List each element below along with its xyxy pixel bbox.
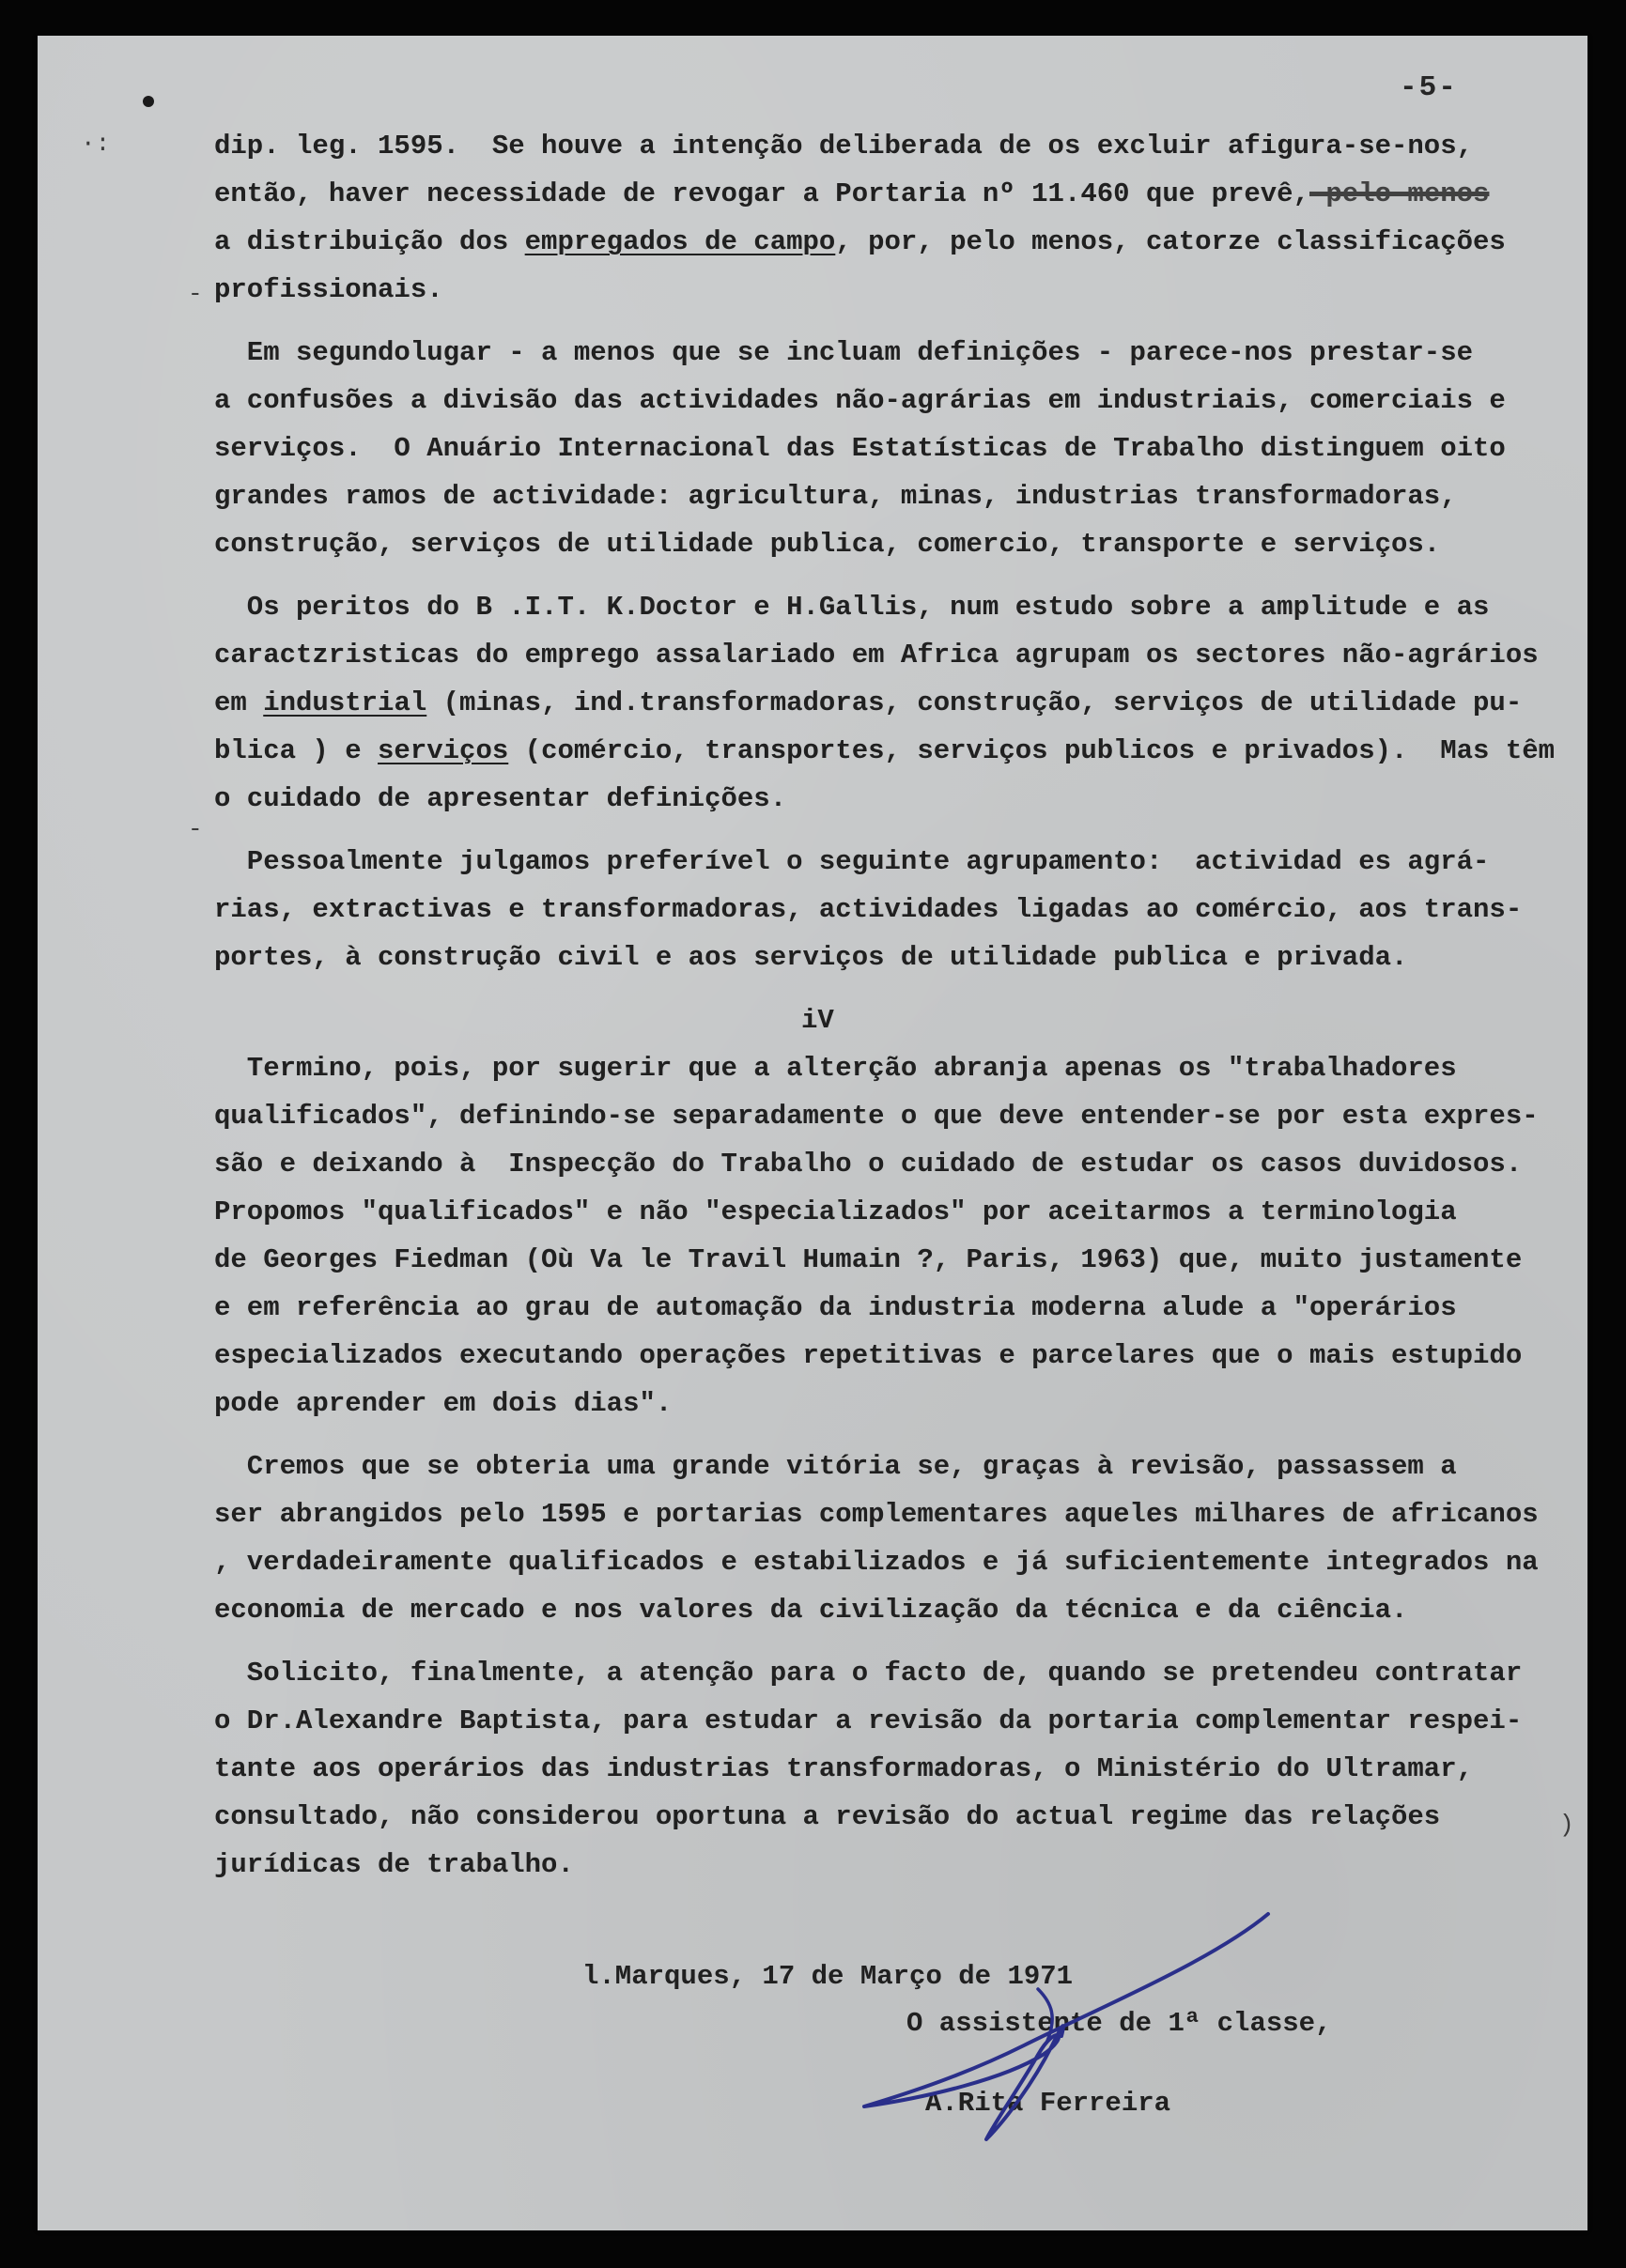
text-line: construção, serviços de utilidade publica, comercio, transporte e serviços. <box>214 529 1441 560</box>
paragraph-gap <box>214 1889 1604 1904</box>
paragraph-gap <box>214 1634 1604 1649</box>
body-text <box>214 122 1604 1904</box>
text-line: e em referência ao grau de automação da industria moderna alude a "operários <box>214 1292 1457 1323</box>
closing-name: A.Rita Ferreira <box>925 2088 1171 2119</box>
margin-mark: - <box>188 815 203 843</box>
text-line: tante aos operários das industrias transformadoras, o Ministério do Ultramar, <box>214 1753 1474 1784</box>
paragraph-gap <box>214 568 1604 583</box>
text-line: o Dr.Alexandre Baptista, para estudar a revisão da portaria complementar respei- <box>214 1705 1523 1736</box>
text-line: profissionais. <box>214 274 443 305</box>
text-line: dip. leg. 1595. Se houve a intenção deliberada de os excluir afigura-se-nos, <box>214 131 1474 162</box>
text-line: blica ) e serviços (comércio, transportes, serviços publicos e privados). Mas têm <box>214 735 1556 766</box>
underlined-text: serviços <box>378 735 509 766</box>
section-heading: iV <box>801 1005 834 1036</box>
text-line: Propomos "qualificados" e não "especializados" por aceitarmos a terminologia <box>214 1196 1457 1227</box>
text-line: especializados executando operações repetitivas e parcelares que o mais estupido <box>214 1340 1523 1371</box>
text-line: serviços. O Anuário Internacional das Estatísticas de Trabalho distinguem oito <box>214 433 1506 464</box>
page-number: -5- <box>1400 71 1458 104</box>
text-line: em industrial (minas, ind.transformadoras, construção, serviços de utilidade pu- <box>214 687 1523 718</box>
paragraph-gap <box>214 1427 1604 1443</box>
text-line: qualificados", definindo-se separadamente o que deve entender-se por esta expres- <box>214 1101 1539 1132</box>
text-line: então, haver necessidade de revogar a Portaria nº 11.460 que prevê, pelo menos <box>214 178 1490 209</box>
paragraph-gap <box>214 314 1604 329</box>
paragraph <box>214 122 1604 314</box>
paragraphs-after-section <box>214 1044 1604 1904</box>
text-line: pode aprender em dois dias". <box>214 1388 673 1419</box>
text-line: portes, à construção civil e aos serviços de utilidade publica e privada. <box>214 942 1408 973</box>
text-line: caractzristicas do emprego assalariado em Africa agrupam os sectores não-agrários <box>214 640 1539 671</box>
paragraph <box>214 1443 1604 1634</box>
text-line: a confusões a divisão das actividades não-agrárias em industriais, comerciais e <box>214 385 1506 416</box>
text-line: são e deixando à Inspecção do Trabalho o cuidado de estudar os casos duvidosos. <box>214 1149 1523 1180</box>
closing-place-date: l.Marques, 17 de Março de 1971 <box>582 1961 1074 1992</box>
underlined-text: industrial <box>263 687 427 718</box>
text-line: economia de mercado e nos valores da civilização da técnica e da ciência. <box>214 1595 1408 1626</box>
text-line: o cuidado de apresentar definições. <box>214 783 787 814</box>
paragraph <box>214 329 1604 568</box>
text-line: Em segundolugar - a menos que se incluam definições - parece-nos prestar-se <box>214 337 1474 368</box>
text-line: Os peritos do B .I.T. K.Doctor e H.Gallis, num estudo sobre a amplitude e as <box>214 592 1490 623</box>
text-line: de Georges Fiedman (Où Va le Travil Humain ?, Paris, 1963) que, muito justamente <box>214 1244 1523 1275</box>
handwritten-signature <box>855 1905 1278 2149</box>
underlined-text: empregados de campo <box>524 226 836 257</box>
text-line: a distribuição dos empregados de campo, por, pelo menos, catorze classificações <box>214 226 1506 257</box>
paragraph-gap <box>214 981 1604 996</box>
paragraph <box>214 838 1604 981</box>
text-line: , verdadeiramente qualificados e estabilizados e já suficientemente integrados na <box>214 1547 1539 1578</box>
paragraph <box>214 1044 1604 1427</box>
text-line: consultado, não considerou oportuna a revisão do actual regime das relações <box>214 1801 1441 1832</box>
margin-mark: - <box>188 280 203 308</box>
text-line: ser abrangidos pelo 1595 e portarias complementares aqueles milhares de africanos <box>214 1499 1539 1530</box>
text-line: grandes ramos de actividade: agricultura, minas, industrias transformadoras, <box>214 481 1457 512</box>
text-line: Termino, pois, por sugerir que a alterção abranja apenas os "trabalhadores <box>214 1053 1457 1084</box>
margin-mark: ·: <box>81 130 111 158</box>
paragraph <box>214 583 1604 823</box>
text-line: jurídicas de trabalho. <box>214 1849 574 1880</box>
punch-hole-mark <box>143 96 154 107</box>
text-line: Solicito, finalmente, a atenção para o facto de, quando se pretendeu contratar <box>214 1658 1523 1689</box>
text-line: Pessoalmente julgamos preferível o seguinte agrupamento: actividad es agrá- <box>214 846 1490 877</box>
closing-title: O assistente de 1ª classe, <box>906 2008 1332 2039</box>
document-page <box>38 36 1587 2230</box>
margin-mark: ) <box>1559 1811 1574 1839</box>
paragraphs-before-section <box>214 122 1604 996</box>
paragraph <box>214 1649 1604 1889</box>
struck-through-text: pelo menos <box>1309 178 1490 209</box>
text-line: rias, extractivas e transformadoras, actividades ligadas ao comércio, aos trans- <box>214 894 1523 925</box>
paragraph-gap <box>214 823 1604 838</box>
text-line: Cremos que se obteria uma grande vitória se, graças à revisão, passassem a <box>214 1451 1457 1482</box>
